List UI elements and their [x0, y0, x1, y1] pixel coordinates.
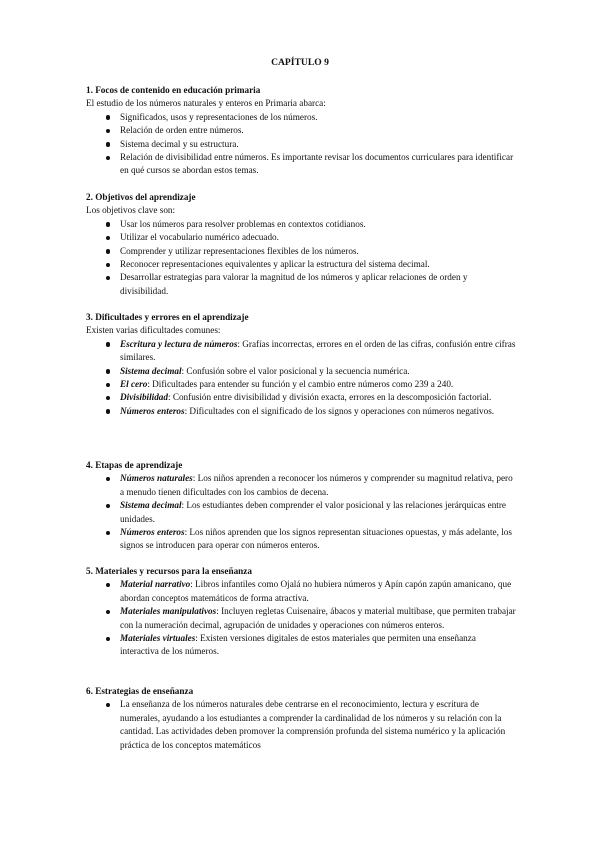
section-heading	[86, 311, 516, 324]
list-item: El cero: Dificultades para entender su función y el cambio entre números como 239 a 240.	[86, 378, 516, 391]
bullet-list	[86, 472, 516, 552]
section-heading	[86, 191, 516, 204]
list-item: Usar los números para resolver problemas en contextos cotidianos.	[86, 218, 516, 231]
bullet-list	[86, 338, 516, 418]
list-item: Significados, usos y representaciones de los números.	[86, 111, 516, 124]
section-number: 4.	[86, 460, 93, 470]
section-title: Estrategias de enseñanza	[95, 686, 194, 696]
section-number: 6.	[86, 686, 93, 696]
section-number: 3.	[86, 312, 93, 322]
section-5	[86, 565, 516, 659]
list-item: Relación de orden entre números.	[86, 124, 516, 137]
list-item: Sistema decimal: Los estudiantes deben comprender el valor posicional y las relaciones jerárquicas entre unidades.	[86, 499, 516, 526]
list-item: Números enteros: Dificultades con el significado de los signos y operaciones con números negativos.	[86, 405, 516, 418]
section-6	[86, 685, 516, 752]
list-item: Comprender y utilizar representaciones flexibles de los números.	[86, 245, 516, 258]
section-number: 2.	[86, 192, 93, 202]
section-intro: Los objetivos clave son:	[86, 205, 176, 216]
section-title: Materiales y recursos para la enseñanza	[95, 566, 252, 576]
list-item: Números enteros: Los niños aprenden que los signos representan situaciones opuestas, y más adelante, los signos se introducen para operar con números enteros.	[86, 526, 516, 553]
section-intro: El estudio de los números naturales y enteros en Primaria abarca:	[86, 98, 326, 109]
section-number: 1.	[86, 85, 93, 95]
bullet-list	[86, 111, 516, 178]
list-item: Reconocer representaciones equivalentes y aplicar la estructura del sistema decimal.	[86, 258, 516, 271]
list-item: Material narrativo: Libros infantiles como Ojalá no hubiera números y Apín capón zapún amanicano, que abordan conceptos matemáticos de forma atractiva.	[86, 578, 516, 605]
section-title: Etapas de aprendizaje	[95, 460, 183, 470]
list-item: Utilizar el vocabulario numérico adecuado.	[86, 231, 516, 244]
section-heading	[86, 84, 516, 97]
section-1	[86, 84, 516, 178]
list-item: Sistema decimal y su estructura.	[86, 138, 516, 151]
section-4	[86, 459, 516, 553]
list-item: Materiales virtuales: Existen versiones digitales de estos materiales que permiten una enseñanza interactiva de los números.	[86, 632, 516, 659]
section-title: Objetivos del aprendizaje	[95, 192, 196, 202]
section-3	[86, 311, 516, 418]
section-heading	[86, 685, 516, 698]
section-intro: Existen varias dificultades comunes:	[86, 325, 221, 336]
list-item: Divisibilidad: Confusión entre divisibilidad y división exacta, errores en la descomposición factorial.	[86, 391, 516, 404]
list-item: Escritura y lectura de números: Grafías incorrectas, errores en el orden de las cifras, confusión entre cifras similares.	[86, 338, 516, 365]
section-title: Focos de contenido en educación primaria	[95, 85, 261, 95]
section-number: 5.	[86, 566, 93, 576]
section-heading	[86, 565, 516, 578]
bullet-list	[86, 698, 516, 752]
list-item: La enseñanza de los números naturales debe centrarse en el reconocimiento, lectura y escritura de numerales, ayudando a los estudiantes a comprender la cardinalidad de los números y su relación con la cantidad. Las actividades deben promover la comprensión profunda del sistema numérico y la aplicación práctica de los conceptos matemáticos	[86, 698, 516, 752]
section-title: Dificultades y errores en el aprendizaje	[95, 312, 249, 322]
chapter-title: CAPÍTULO 9	[271, 57, 329, 68]
list-item: Números naturales: Los niños aprenden a reconocer los números y comprender su magnitud relativa, pero a menudo tienen dificultades con los cambios de decena.	[86, 472, 516, 499]
bullet-list	[86, 578, 516, 658]
list-item: Desarrollar estrategias para valorar la magnitud de los números y aplicar relaciones de orden y divisibilidad.	[86, 271, 516, 298]
section-heading	[86, 459, 516, 472]
list-item: Relación de divisibilidad entre números. Es importante revisar los documentos curriculares para identificar en qué cursos se abordan estos temas.	[86, 151, 516, 178]
list-item: Materiales manipulativos: Incluyen regletas Cuisenaire, ábacos y material multibase, que permiten trabajar con la numeración decimal, agrupación de unidades y operaciones con números enteros.	[86, 605, 516, 632]
section-2	[86, 191, 516, 298]
bullet-list	[86, 218, 516, 298]
list-item: Sistema decimal: Confusión sobre el valor posicional y la secuencia numérica.	[86, 365, 516, 378]
